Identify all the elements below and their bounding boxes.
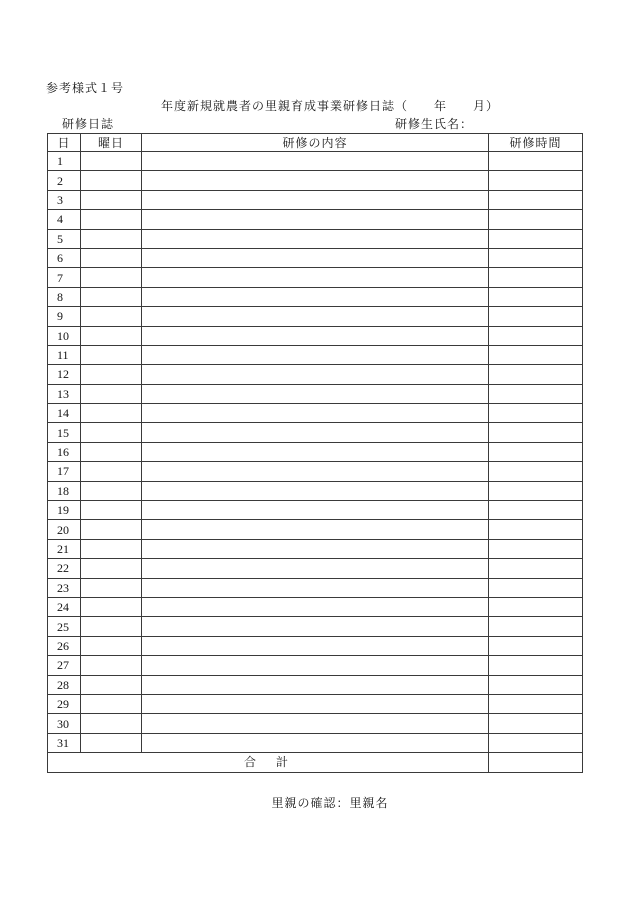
content-cell xyxy=(142,559,489,578)
table-row xyxy=(48,210,583,229)
day-cell: 23 xyxy=(48,578,81,597)
content-cell xyxy=(142,675,489,694)
day-cell: 9 xyxy=(48,307,81,326)
day-cell: 11 xyxy=(48,345,81,364)
day-cell: 24 xyxy=(48,597,81,616)
content-cell xyxy=(142,636,489,655)
page-title: 年度新規就農者の里親育成事業研修日誌（ 年 月） xyxy=(160,99,499,113)
total-row xyxy=(48,753,583,773)
weekday-cell xyxy=(81,190,142,209)
content-cell xyxy=(142,229,489,248)
hours-cell xyxy=(489,539,583,558)
day-cell: 17 xyxy=(48,462,81,481)
day-cell: 31 xyxy=(48,733,81,752)
hours-cell xyxy=(489,268,583,287)
table-row xyxy=(48,636,583,655)
weekday-cell xyxy=(81,539,142,558)
weekday-cell xyxy=(81,404,142,423)
content-cell xyxy=(142,539,489,558)
table-row xyxy=(48,462,583,481)
weekday-cell xyxy=(81,501,142,520)
table-row xyxy=(48,694,583,713)
weekday-cell xyxy=(81,675,142,694)
table-row xyxy=(48,442,583,461)
table-row xyxy=(48,481,583,500)
content-cell xyxy=(142,656,489,675)
hours-cell xyxy=(489,248,583,267)
table-row xyxy=(48,733,583,752)
weekday-cell xyxy=(81,152,142,171)
weekday-cell xyxy=(81,287,142,306)
table-row xyxy=(48,656,583,675)
hours-cell xyxy=(489,520,583,539)
day-cell: 20 xyxy=(48,520,81,539)
weekday-cell xyxy=(81,578,142,597)
hours-cell xyxy=(489,462,583,481)
content-cell xyxy=(142,171,489,190)
day-cell: 3 xyxy=(48,190,81,209)
content-cell xyxy=(142,733,489,752)
hours-cell xyxy=(489,733,583,752)
hours-cell xyxy=(489,617,583,636)
day-cell: 22 xyxy=(48,559,81,578)
table-body xyxy=(48,152,583,753)
day-cell: 8 xyxy=(48,287,81,306)
table-row xyxy=(48,675,583,694)
content-cell xyxy=(142,268,489,287)
content-cell xyxy=(142,442,489,461)
hours-cell xyxy=(489,423,583,442)
weekday-cell xyxy=(81,384,142,403)
day-cell: 21 xyxy=(48,539,81,558)
hours-cell xyxy=(489,326,583,345)
hours-cell xyxy=(489,210,583,229)
weekday-cell xyxy=(81,733,142,752)
table-row xyxy=(48,578,583,597)
content-cell xyxy=(142,501,489,520)
table-row xyxy=(48,384,583,403)
day-cell: 13 xyxy=(48,384,81,403)
day-cell: 15 xyxy=(48,423,81,442)
hours-cell xyxy=(489,229,583,248)
day-cell: 28 xyxy=(48,675,81,694)
hours-cell xyxy=(489,442,583,461)
column-header-hours: 研修時間 xyxy=(489,134,583,152)
table-row xyxy=(48,345,583,364)
weekday-cell xyxy=(81,520,142,539)
hours-cell xyxy=(489,481,583,500)
trainee-name-label: 研修生氏名： xyxy=(395,117,474,131)
day-cell: 6 xyxy=(48,248,81,267)
table-row xyxy=(48,229,583,248)
day-cell: 29 xyxy=(48,694,81,713)
content-cell xyxy=(142,404,489,423)
content-cell xyxy=(142,423,489,442)
table-row xyxy=(48,501,583,520)
content-cell xyxy=(142,307,489,326)
content-cell xyxy=(142,384,489,403)
table-row xyxy=(48,520,583,539)
weekday-cell xyxy=(81,423,142,442)
hours-cell xyxy=(489,636,583,655)
weekday-cell xyxy=(81,481,142,500)
day-cell: 18 xyxy=(48,481,81,500)
day-cell: 1 xyxy=(48,152,81,171)
content-cell xyxy=(142,578,489,597)
hours-cell xyxy=(489,171,583,190)
weekday-cell xyxy=(81,617,142,636)
weekday-cell xyxy=(81,307,142,326)
total-label: 合 計 xyxy=(48,753,489,773)
training-journal-table xyxy=(47,133,583,773)
weekday-cell xyxy=(81,694,142,713)
table-row xyxy=(48,539,583,558)
content-cell xyxy=(142,617,489,636)
day-cell: 26 xyxy=(48,636,81,655)
table-row xyxy=(48,152,583,171)
weekday-cell xyxy=(81,248,142,267)
weekday-cell xyxy=(81,636,142,655)
column-header-day: 日 xyxy=(48,134,81,152)
table-row xyxy=(48,248,583,267)
content-cell xyxy=(142,694,489,713)
total-hours-cell xyxy=(489,753,583,773)
day-cell: 10 xyxy=(48,326,81,345)
hours-cell xyxy=(489,501,583,520)
day-cell: 5 xyxy=(48,229,81,248)
hours-cell xyxy=(489,714,583,733)
table-header-row xyxy=(48,134,583,152)
weekday-cell xyxy=(81,442,142,461)
content-cell xyxy=(142,714,489,733)
hours-cell xyxy=(489,694,583,713)
table-row xyxy=(48,287,583,306)
hours-cell xyxy=(489,365,583,384)
hours-cell xyxy=(489,597,583,616)
form-number: 参考様式１号 xyxy=(46,81,125,95)
column-header-content: 研修の内容 xyxy=(142,134,489,152)
table-row xyxy=(48,268,583,287)
day-cell: 4 xyxy=(48,210,81,229)
weekday-cell xyxy=(81,171,142,190)
hours-cell xyxy=(489,578,583,597)
content-cell xyxy=(142,520,489,539)
content-cell xyxy=(142,481,489,500)
table-row xyxy=(48,559,583,578)
content-cell xyxy=(142,248,489,267)
table-row xyxy=(48,365,583,384)
day-cell: 19 xyxy=(48,501,81,520)
weekday-cell xyxy=(81,229,142,248)
day-cell: 30 xyxy=(48,714,81,733)
table-row xyxy=(48,423,583,442)
day-cell: 25 xyxy=(48,617,81,636)
day-cell: 27 xyxy=(48,656,81,675)
content-cell xyxy=(142,152,489,171)
hours-cell xyxy=(489,559,583,578)
content-cell xyxy=(142,190,489,209)
table-row xyxy=(48,326,583,345)
foster-parent-confirmation-label: 里親の確認：里親名 xyxy=(271,796,389,810)
hours-cell xyxy=(489,345,583,364)
weekday-cell xyxy=(81,210,142,229)
table-row xyxy=(48,617,583,636)
content-cell xyxy=(142,287,489,306)
weekday-cell xyxy=(81,365,142,384)
day-cell: 16 xyxy=(48,442,81,461)
weekday-cell xyxy=(81,559,142,578)
hours-cell xyxy=(489,152,583,171)
hours-cell xyxy=(489,384,583,403)
table-row xyxy=(48,190,583,209)
day-cell: 12 xyxy=(48,365,81,384)
hours-cell xyxy=(489,675,583,694)
weekday-cell xyxy=(81,345,142,364)
hours-cell xyxy=(489,287,583,306)
table-row xyxy=(48,714,583,733)
weekday-cell xyxy=(81,268,142,287)
journal-label: 研修日誌 xyxy=(62,117,115,131)
weekday-cell xyxy=(81,597,142,616)
hours-cell xyxy=(489,656,583,675)
content-cell xyxy=(142,326,489,345)
content-cell xyxy=(142,597,489,616)
day-cell: 14 xyxy=(48,404,81,423)
weekday-cell xyxy=(81,462,142,481)
day-cell: 7 xyxy=(48,268,81,287)
day-cell: 2 xyxy=(48,171,81,190)
hours-cell xyxy=(489,404,583,423)
weekday-cell xyxy=(81,656,142,675)
content-cell xyxy=(142,365,489,384)
table-row xyxy=(48,307,583,326)
hours-cell xyxy=(489,190,583,209)
content-cell xyxy=(142,462,489,481)
column-header-weekday: 曜日 xyxy=(81,134,142,152)
content-cell xyxy=(142,210,489,229)
content-cell xyxy=(142,345,489,364)
weekday-cell xyxy=(81,714,142,733)
weekday-cell xyxy=(81,326,142,345)
table-row xyxy=(48,597,583,616)
table-row xyxy=(48,171,583,190)
hours-cell xyxy=(489,307,583,326)
table-row xyxy=(48,404,583,423)
